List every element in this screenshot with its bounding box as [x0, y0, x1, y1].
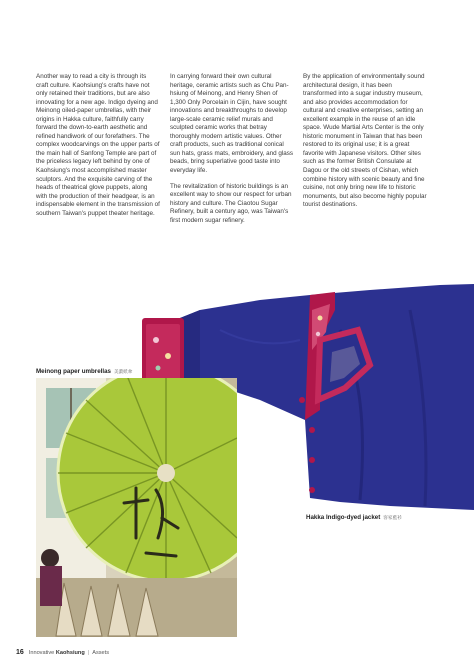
footer-separator: |	[87, 650, 90, 656]
article-column-2	[170, 73, 294, 232]
meinong-umbrella-photo	[36, 378, 237, 637]
footer-section: Assets	[92, 650, 110, 656]
article-paragraph: The revitalization of historic buildings is an excellent way to show our respect for urban history and culture. The Ciaotou Sugar Refinery, built a century ago, was Taiwan's first modern sugar refinery.	[170, 182, 292, 224]
umbrella-caption	[36, 368, 132, 375]
article-column-1	[36, 73, 160, 225]
caption-text: Meinong paper umbrellas	[36, 368, 111, 375]
article-paragraph: By the application of environmentally sound architectural design, it has been transformed into a sugar industry museum, and also provides accommodation for cultural and creative enterprises, setting an excellent example in the reuse of an idle space. Wude Martial Arts Center is the only historic monument in Taiwan that has been restored to its original use; it is a great favorite with Japanese visitors. Other sites such as the former British Consulate at Dagou or the old streets of Cishan, which combine history with scenic beauty and fine cuisine, not only bring new life to historic monuments, but also become highly popular tourist destinations.	[303, 73, 427, 209]
article-column-3	[303, 73, 427, 217]
caption-text: Hakka Indigo-dyed jacket	[306, 514, 381, 521]
footer-brand: Kaohsiung	[55, 650, 85, 656]
article-paragraph: Another way to read a city is through its craft culture. Kaohsiung's crafts have not only retained their traditions, but are also innovating for a new age. Indigo dyeing and Meinong oiled-paper umbrellas, with their origins in Hakka culture, faithfully carry forward the down-to-earth aesthetic and refined handiwork of our forefathers. The complex woodcarvings on the upper parts of the main hall of Sanfong Temple are part of the priceless legacy left behind by one of Kaohsiung's most accomplished master sculptors. And the exquisite carving of the heads of theatrical glove puppets, along with the production of their headgear, is an indispensable element in the transmission of southern Taiwan's puppet theater heritage.	[36, 73, 160, 217]
jacket-caption	[306, 514, 402, 521]
page-number: 16	[16, 649, 24, 656]
article-paragraph: In carrying forward their own cultural heritage, ceramic artists such as Chu Pan-hsiung of Meinong, and Henry Shen of 1,300 Only Porcelain in Cijin, have sought innovations and breakthroughs to develop large-scale ceramic relief murals and sculpted ceramic works that betray thoroughly modern artistic values. Other craft products, such as traditional conical sun hats, grass mats, embroidery, and glass beads, bring superlative good taste into everyday life.	[170, 73, 294, 175]
caption-chinese: 美濃紙傘	[113, 369, 133, 374]
caption-chinese: 客家藍衫	[383, 515, 402, 520]
page-footer	[16, 649, 109, 656]
footer-prefix: Innovative	[28, 650, 55, 656]
